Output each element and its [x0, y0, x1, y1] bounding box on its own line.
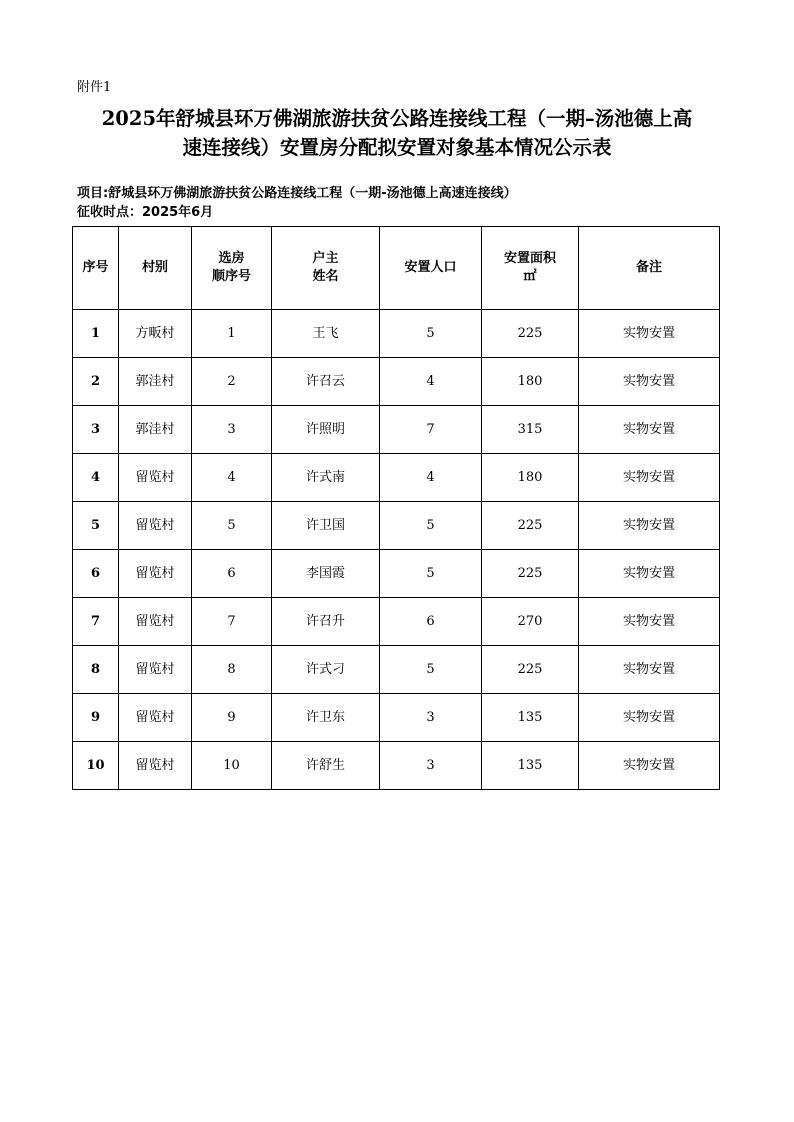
header-remark: 备注	[579, 227, 720, 310]
cell-area: 180	[482, 358, 579, 406]
cell-area: 225	[482, 502, 579, 550]
cell-seq: 10	[73, 742, 119, 790]
table-row	[73, 310, 720, 358]
cell-area: 180	[482, 454, 579, 502]
project-line: 项目:舒城县环万佛湖旅游扶贫公路连接线工程（一期-汤池德上高速连接线）	[77, 186, 517, 201]
header-order-line2: 顺序号	[211, 269, 251, 284]
cell-seq: 4	[73, 454, 119, 502]
cell-remark: 实物安置	[579, 310, 720, 358]
table-body	[73, 310, 720, 790]
cell-village: 留览村	[119, 742, 192, 790]
table-row	[73, 646, 720, 694]
cell-owner-name: 许召升	[272, 598, 380, 646]
cell-population: 5	[380, 550, 482, 598]
cell-order: 6	[192, 550, 272, 598]
cell-owner-name: 许卫东	[272, 694, 380, 742]
cell-seq: 1	[73, 310, 119, 358]
cell-owner-name: 许舒生	[272, 742, 380, 790]
header-owner	[272, 227, 380, 310]
cell-population: 3	[380, 742, 482, 790]
cell-population: 4	[380, 454, 482, 502]
cell-village: 留览村	[119, 598, 192, 646]
cell-area: 225	[482, 550, 579, 598]
cell-population: 5	[380, 310, 482, 358]
cell-seq: 3	[73, 406, 119, 454]
cell-owner-name: 许召云	[272, 358, 380, 406]
cell-village: 留览村	[119, 694, 192, 742]
cell-population: 5	[380, 502, 482, 550]
cell-order: 3	[192, 406, 272, 454]
cell-order: 2	[192, 358, 272, 406]
cell-population: 4	[380, 358, 482, 406]
table-row	[73, 550, 720, 598]
cell-owner-name: 许式南	[272, 454, 380, 502]
resettlement-table	[72, 226, 720, 790]
attachment-label: 附件1	[77, 80, 112, 95]
header-village: 村别	[119, 227, 192, 310]
cell-owner-name: 李国霞	[272, 550, 380, 598]
cell-remark: 实物安置	[579, 502, 720, 550]
header-owner-line1: 户主	[312, 251, 339, 266]
cell-owner-name: 许卫国	[272, 502, 380, 550]
cell-village: 留览村	[119, 502, 192, 550]
acquisition-time-line: 征收时点：2025年6月	[77, 205, 214, 220]
table-header-row	[73, 227, 720, 310]
cell-order: 10	[192, 742, 272, 790]
cell-order: 4	[192, 454, 272, 502]
table-row	[73, 742, 720, 790]
cell-remark: 实物安置	[579, 598, 720, 646]
cell-village: 郭洼村	[119, 358, 192, 406]
cell-area: 225	[482, 646, 579, 694]
cell-seq: 7	[73, 598, 119, 646]
cell-owner-name: 许照明	[272, 406, 380, 454]
table-row	[73, 358, 720, 406]
table-row	[73, 406, 720, 454]
table-row	[73, 694, 720, 742]
cell-area: 225	[482, 310, 579, 358]
cell-owner-name: 许式刁	[272, 646, 380, 694]
cell-remark: 实物安置	[579, 646, 720, 694]
cell-seq: 8	[73, 646, 119, 694]
cell-remark: 实物安置	[579, 406, 720, 454]
cell-area: 315	[482, 406, 579, 454]
title-line-2: 速连接线）安置房分配拟安置对象基本情况公示表	[182, 136, 612, 159]
header-order-line1: 选房	[218, 251, 245, 266]
header-seq: 序号	[73, 227, 119, 310]
cell-remark: 实物安置	[579, 742, 720, 790]
header-order	[192, 227, 272, 310]
cell-seq: 2	[73, 358, 119, 406]
cell-order: 1	[192, 310, 272, 358]
cell-remark: 实物安置	[579, 694, 720, 742]
cell-population: 7	[380, 406, 482, 454]
cell-seq: 6	[73, 550, 119, 598]
cell-area: 135	[482, 694, 579, 742]
table-row	[73, 598, 720, 646]
header-owner-line2: 姓名	[312, 269, 339, 284]
table-row	[73, 454, 720, 502]
cell-seq: 5	[73, 502, 119, 550]
header-area	[482, 227, 579, 310]
title-line-1: 2025年舒城县环万佛湖旅游扶贫公路连接线工程（一期–汤池德上高	[101, 107, 693, 130]
cell-order: 8	[192, 646, 272, 694]
cell-order: 7	[192, 598, 272, 646]
header-population: 安置人口	[380, 227, 482, 310]
cell-order: 9	[192, 694, 272, 742]
cell-area: 135	[482, 742, 579, 790]
cell-population: 6	[380, 598, 482, 646]
cell-remark: 实物安置	[579, 454, 720, 502]
cell-owner-name: 王飞	[272, 310, 380, 358]
cell-area: 270	[482, 598, 579, 646]
document-title	[60, 104, 734, 162]
header-area-line2: ㎡	[523, 269, 537, 284]
cell-village: 方畈村	[119, 310, 192, 358]
cell-village: 留览村	[119, 454, 192, 502]
cell-remark: 实物安置	[579, 550, 720, 598]
header-area-line1: 安置面积	[503, 251, 556, 266]
cell-village: 郭洼村	[119, 406, 192, 454]
cell-seq: 9	[73, 694, 119, 742]
cell-order: 5	[192, 502, 272, 550]
cell-population: 5	[380, 646, 482, 694]
cell-village: 留览村	[119, 550, 192, 598]
cell-village: 留览村	[119, 646, 192, 694]
table-row	[73, 502, 720, 550]
cell-population: 3	[380, 694, 482, 742]
cell-remark: 实物安置	[579, 358, 720, 406]
